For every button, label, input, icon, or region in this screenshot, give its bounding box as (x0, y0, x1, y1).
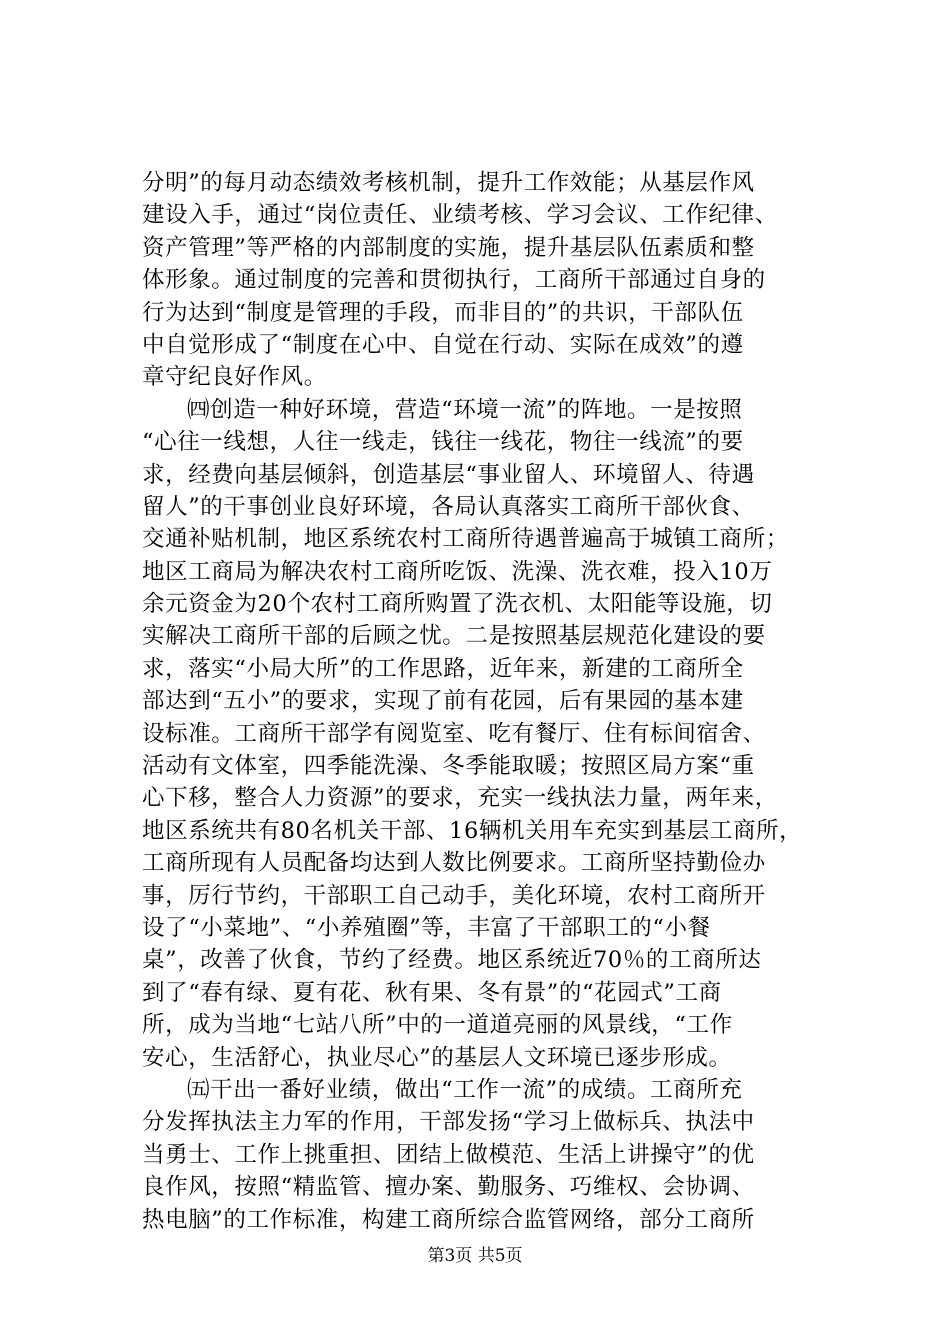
text-line: 求，经费向基层倾斜，创造基层“事业留人、环境留人、待遇 (142, 461, 755, 488)
text-line: 活动有文体室，四季能洗澡、冬季能取暖；按照区局方案“重 (142, 753, 755, 780)
text-line: 部达到“五小”的要求，实现了前有花园，后有果园的基本建 (142, 688, 744, 715)
text-line: 所，成为当地“七站八所”中的一道道亮丽的风景线，“工作 (142, 1012, 733, 1039)
text-line: 章守纪良好作风。 (142, 364, 327, 391)
text-line: 余元资金为20个农村工商所购置了洗衣机、太阳能等设施，切 (142, 591, 773, 618)
text-line: 地区系统共有80名机关干部、16辆机关用车充实到基层工商所， (142, 817, 803, 844)
text-line: 热电脑”的工作标准，构建工商所综合监管网络，部分工商所 (142, 1206, 755, 1233)
text-line: 良作风，按照“精监管、擅办案、勤服务、巧维权、会协调、 (142, 1174, 755, 1201)
text-line: 桌”，改善了伙食，节约了经费。地区系统近70％的工商所达 (142, 947, 762, 974)
text-line: 行为达到“制度是管理的手段，而非目的”的共识，干部队伍 (142, 299, 744, 326)
text-line: 心下移，整合人力资源”的要求，充实一线执法力量，两年来， (142, 785, 778, 812)
paragraph (142, 1074, 832, 1236)
text-line: 到了“春有绿、夏有花、秋有果、冬有景”的“花园式”工商 (142, 979, 722, 1006)
text-line: ㈤干出一番好业绩，做出“工作一流”的成绩。工商所充 (187, 1076, 743, 1103)
text-line: 分明”的每月动态绩效考核机制，提升工作效能；从基层作风 (142, 170, 755, 196)
page-footer: 第3页 共5页 (427, 1246, 523, 1266)
text-line: 留人”的干事创业良好环境，各局认真落实工商所干部伙食、 (142, 493, 755, 520)
text-line: 分发挥执法主力军的作用，干部发扬“学习上做标兵、执法中 (142, 1109, 755, 1136)
text-line: 资产管理”等严格的内部制度的实施，提升基层队伍素质和整 (142, 234, 755, 261)
text-line: 工商所现有人员配备均达到人数比例要求。工商所坚持勤俭办 (142, 850, 766, 877)
paragraph (142, 167, 832, 394)
text-line: 中自觉形成了“制度在心中、自觉在行动、实际在成效”的遵 (142, 331, 744, 358)
text-line: 安心，生活舒心，执业尽心”的基层人文环境已逐步形成。 (142, 1044, 732, 1071)
text-line: 交通补贴机制，地区系统农村工商所待遇普遍高于城镇工商所； (142, 526, 789, 553)
paragraph (142, 394, 832, 1074)
text-line: 实解决工商所干部的后顾之忧。二是按照基层规范化建设的要 (142, 623, 766, 650)
text-line: ㈣创造一种好环境，营造“环境一流”的阵地。一是按照 (187, 396, 743, 423)
text-line: 体形象。通过制度的完善和贯彻执行，工商所干部通过自身的 (142, 267, 766, 294)
text-line: 建设入手，通过“岗位责任、业绩考核、学习会议、工作纪律、 (142, 202, 778, 229)
text-line: 设标准。工商所干部学有阅览室、吃有餐厅、住有标间宿舍、 (142, 720, 766, 747)
text-line: “心往一线想，人往一线走，钱往一线花，物往一线流”的要 (142, 429, 744, 456)
text-line: 求，落实“小局大所”的工作思路，近年来，新建的工商所全 (142, 655, 744, 682)
text-line: 事，厉行节约，干部职工自己动手，美化环境，农村工商所开 (142, 882, 766, 909)
text-line: 地区工商局为解决农村工商所吃饭、洗澡、洗衣难，投入10万 (142, 558, 773, 585)
document-body (142, 167, 832, 1236)
text-line: 设了“小菜地”、“小养殖圈”等，丰富了干部职工的“小餐 (142, 914, 711, 941)
text-line: 当勇士、工作上挑重担、团结上做模范、生活上讲操守”的优 (142, 1141, 755, 1168)
